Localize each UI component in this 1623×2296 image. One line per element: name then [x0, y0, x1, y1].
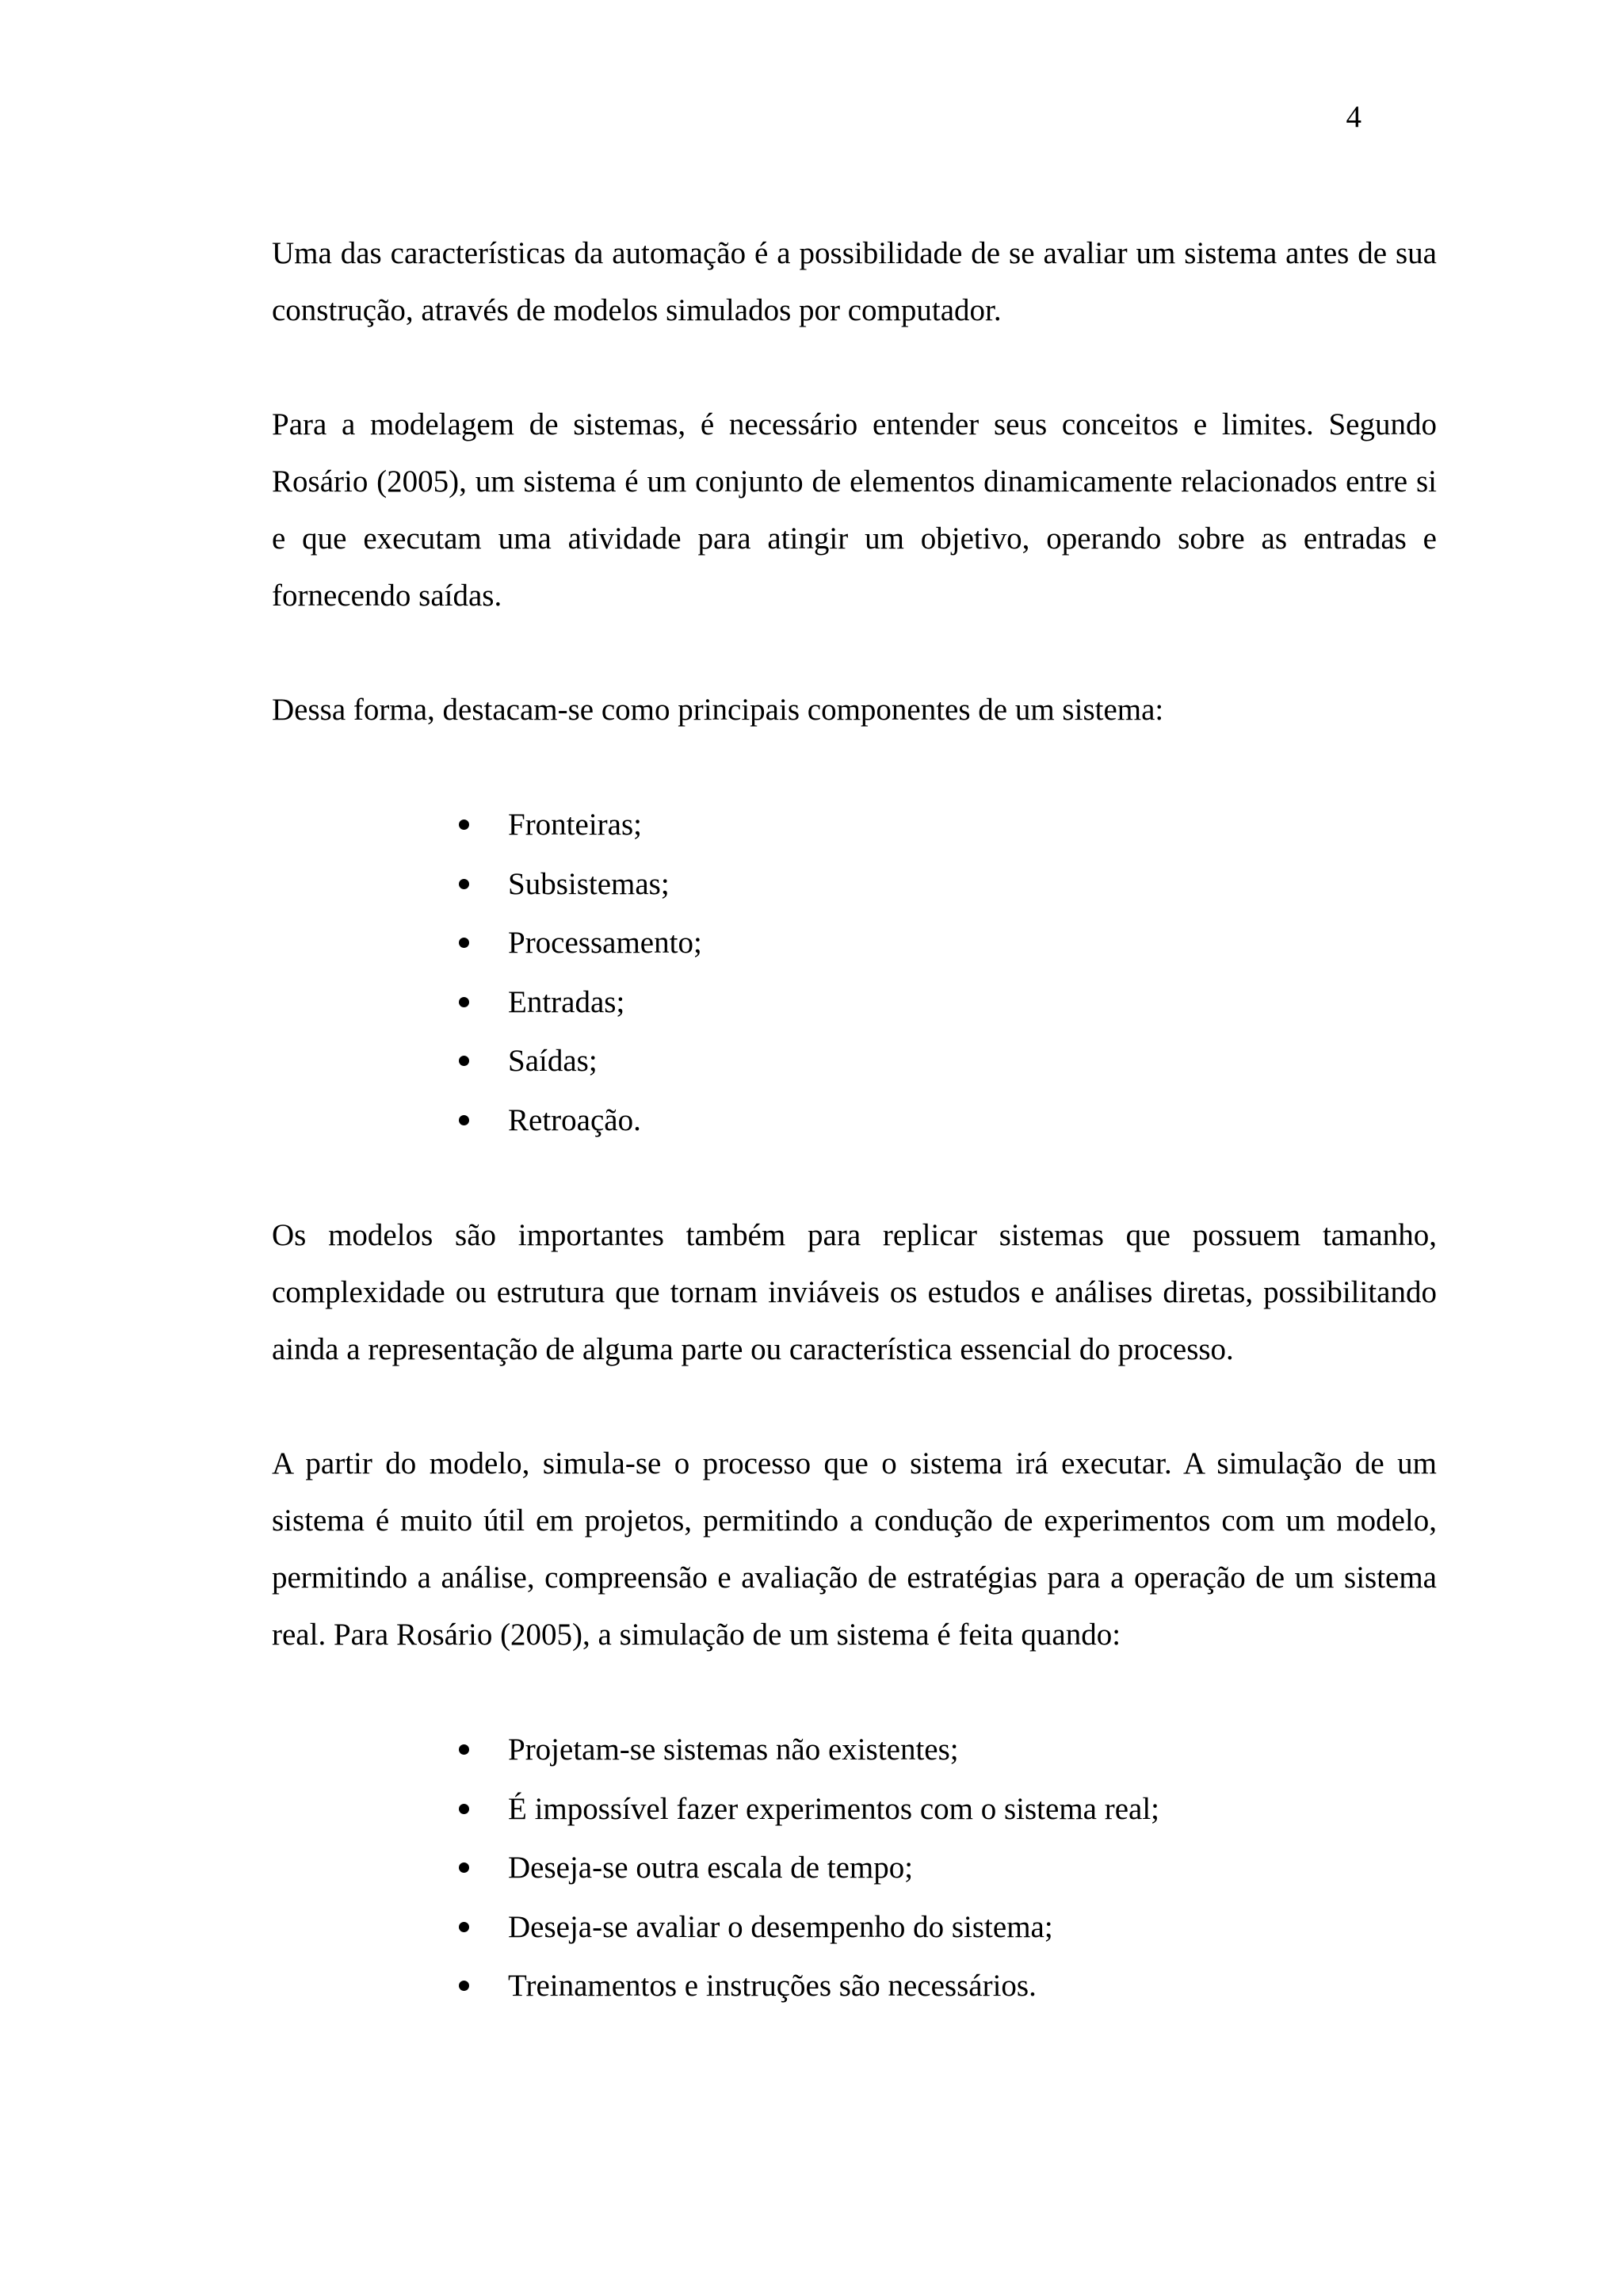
components-list [272, 796, 1437, 1150]
paragraph-simulation: A partir do modelo, simula-se o processo que o sistema irá executar. A simulação de um sistema é muito útil em projetos, permitindo a condução de experimentos com um modelo, permitindo a análise, compreensão e avaliação de estratégias para a operação de um sistema real. Para Rosário (2005), a simulação de um sistema é feita quando: [272, 1446, 1437, 1652]
list-item [459, 1032, 1437, 1091]
list-item-text: Retroação. [508, 1102, 641, 1137]
list-item [459, 1898, 1437, 1958]
page-number: 4 [1346, 100, 1361, 134]
list-item [459, 796, 1437, 855]
list-item-text: Treinamentos e instruções são necessários. [508, 1969, 1037, 2003]
list-item-text: Subsistemas; [508, 866, 670, 901]
bullet-icon [459, 819, 469, 830]
paragraph-system-definition: Para a modelagem de sistemas, é necessário entender seus conceitos e limites. Segundo Rosário (2005), um sistema é um conjunto de elementos dinamicamente relacionados entre si e que executam uma atividade para atingir um objetivo, operando sobre as entradas e fornecendo saídas. [272, 407, 1437, 613]
list-item [459, 914, 1437, 973]
document-body [272, 225, 1437, 2016]
list-item-text: Entradas; [508, 984, 625, 1019]
list-item-text: Processamento; [508, 926, 702, 960]
bullet-icon [459, 1056, 469, 1066]
bullet-icon [459, 1981, 469, 1991]
list-item-text: É impossível fazer experimentos com o sistema real; [508, 1791, 1159, 1826]
bullet-icon [459, 1862, 469, 1873]
paragraph-components-intro: Dessa forma, destacam-se como principais componentes de um sistema: [272, 693, 1164, 727]
bullet-icon [459, 1115, 469, 1125]
paragraph-automation: Uma das características da automação é a possibilidade de se avaliar um sistema antes de sua construção, através de modelos simulados por computador. [272, 236, 1437, 327]
list-item [459, 1091, 1437, 1151]
list-item-text: Saídas; [508, 1044, 598, 1078]
list-item [459, 1839, 1437, 1898]
list-item [459, 1721, 1437, 1780]
bullet-icon [459, 1744, 469, 1755]
bullet-icon [459, 1922, 469, 1932]
simulation-list [272, 1721, 1437, 2016]
bullet-icon [459, 938, 469, 948]
list-item-text: Projetam-se sistemas não existentes; [508, 1733, 959, 1767]
list-item [459, 855, 1437, 915]
list-item-text: Fronteiras; [508, 808, 642, 842]
list-item-text: Deseja-se avaliar o desempenho do sistema; [508, 1909, 1053, 1944]
list-item-text: Deseja-se outra escala de tempo; [508, 1851, 914, 1885]
paragraph-models-importance: Os modelos são importantes também para replicar sistemas que possuem tamanho, complexidade ou estrutura que tornam inviáveis os estudos e análises diretas, possibilitando ainda a representação de alguma parte ou característica essencial do processo. [272, 1218, 1437, 1366]
list-item [459, 1957, 1437, 2016]
bullet-icon [459, 879, 469, 889]
list-item [459, 1780, 1437, 1839]
list-item [459, 973, 1437, 1033]
bullet-icon [459, 997, 469, 1007]
bullet-icon [459, 1804, 469, 1814]
